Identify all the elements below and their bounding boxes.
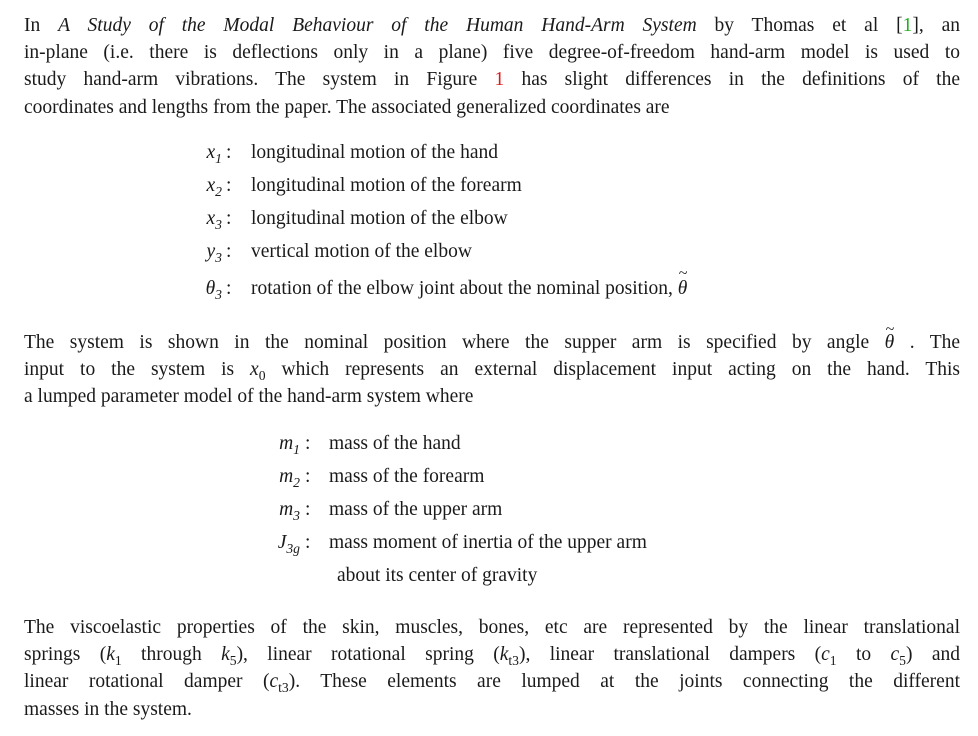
system-paragraph: [24, 329, 960, 411]
system-line-2: input to the system is $x_0$ which represents an external displacement input acting on the hand. This: [24, 359, 960, 383]
paper-title: A Study of the Modal Behaviour of the Human Hand-Arm System: [58, 15, 697, 36]
citation-link[interactable]: 1: [902, 15, 913, 36]
figure-link[interactable]: 1: [494, 69, 505, 91]
intro-line-3: study hand-arm vibrations. The system in Figure 1 has slight differences in the definitions of the: [24, 69, 960, 91]
system-line-1: The system is shown in the nominal position where the supper arm is specified by angle ~ θ . The: [24, 329, 960, 356]
visco-line-4: masses in the system.: [24, 698, 192, 720]
intro-paragraph: [24, 12, 960, 121]
intro-line-2: in-plane (i.e. there is deflections only in a plane) five degree-of-freedom hand-arm model is used to: [24, 42, 960, 64]
intro-line-1: In A Study of the Modal Behaviour of the Human Hand-Arm System by Thomas et al [1], an: [24, 15, 960, 36]
document-page: In A Study of the Modal Behaviour of the Human Hand-Arm System by Thomas et al [1], an in-plane (i.e. there is deflections only in a plane) five degree-of-freedom hand-arm model is used to study hand-arm vibrations. The system in Figure 1 has slight differences in the definitions of the coordinates and lengths from the paper. The associated generalized coordinates are $x_1$ : longitudinal motion of the hand $x_2$ : longitudinal motion of the forearm $x_3$ : longitudinal motion of the elbow $y_3$ : vertical motion of the elbow $\theta_3$ : rotation of the elbow joint about the nominal position, ~ θ The system is shown in the nominal position where the supper arm is specified by angle ~ θ . The input to the system is $x_0$ which represents an external displacement input acting on the hand. This a lumped parameter model of the hand-arm system where $m_1$ : mass of the hand $m_2$ : mass of the forearm $m_3$ : mass of the upper arm $J_{3g}$ : mass moment of inertia of the upper arm about its center of gravity The viscoelastic properties of the skin, muscles, bones, etc are represented by the linear translational springs ($k_1$ through $k_5$), linear rotational spring $(k_{t3})$, linear translational dampers ($c_1$ to $c_5$) and linear rotational damper $(c_{t3})$. These elements are lumped at the joints connecting the different masses in the system.: [0, 0, 978, 736]
intro-line-4: coordinates and lengths from the paper. The associated generalized coordinates are: [24, 96, 670, 118]
theta-tilde-symbol: ~ θ: [678, 278, 688, 300]
system-line-3: a lumped parameter model of the hand-arm system where: [24, 386, 474, 408]
visco-line-3: linear rotational damper $(c_{t3})$. These elements are lumped at the joints connecting the different: [24, 671, 960, 696]
viscoelastic-paragraph: [24, 614, 960, 723]
visco-line-2: springs ($k_1$ through $k_5$), linear rotational spring $(k_{t3})$, linear translational dampers ($c_1$ to $c_5$) and: [24, 644, 961, 668]
visco-line-1: The viscoelastic properties of the skin, muscles, bones, etc are represented by the linear translational: [24, 617, 960, 638]
